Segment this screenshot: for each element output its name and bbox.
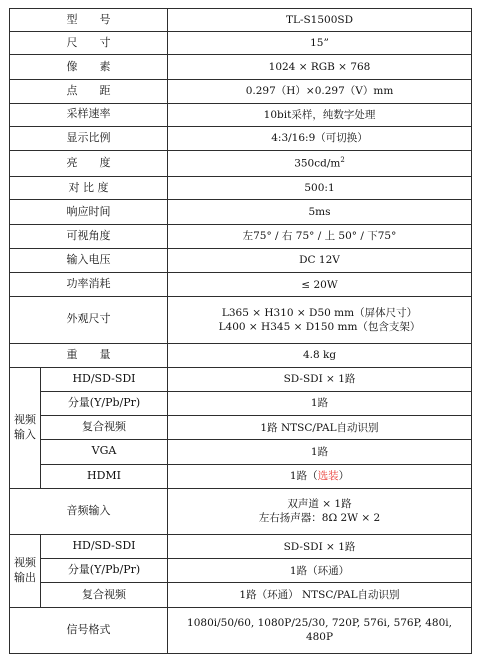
table-row xyxy=(10,607,472,653)
optional-highlight: 选装 xyxy=(317,470,339,482)
dimensions-line: L365 × H310 × D50 mm（屏体尺寸） xyxy=(221,306,418,319)
row-value-model: TL-S1500SD xyxy=(168,9,472,32)
video-input-label: VGA xyxy=(41,440,168,464)
section-video-output: 视频 输出 xyxy=(10,535,41,608)
table-row xyxy=(10,464,472,488)
table-row xyxy=(10,79,472,103)
video-input-value: 1路 NTSC/PAL自动识别 xyxy=(168,416,472,440)
table-row xyxy=(10,103,472,126)
row-value-aspect: 4:3/16:9（可切换） xyxy=(168,126,472,150)
audio-input-label: 音频输入 xyxy=(10,488,168,534)
row-value-voltage: DC 12V xyxy=(168,248,472,272)
video-output-label: HD/SD-SDI xyxy=(41,535,168,559)
row-value-dot-pitch: 0.297（H）×0.297（V）mm xyxy=(168,79,472,103)
video-input-label: HDMI xyxy=(41,464,168,488)
row-label-dot-pitch: 点 距 xyxy=(10,79,168,103)
row-value-weight: 4.8 kg xyxy=(168,343,472,367)
row-label-size: 尺 寸 xyxy=(10,32,168,55)
video-output-value: 1路（环通） xyxy=(168,559,472,583)
row-label-voltage: 输入电压 xyxy=(10,248,168,272)
table-row xyxy=(10,367,472,391)
video-output-label: 复合视频 xyxy=(41,583,168,607)
brightness-sup: 2 xyxy=(340,156,345,165)
table-row xyxy=(10,32,472,55)
video-input-value: 1路 xyxy=(168,391,472,415)
video-output-value: 1路（环通） NTSC/PAL自动识别 xyxy=(168,583,472,607)
table-row xyxy=(10,55,472,79)
table-row xyxy=(10,297,472,343)
table-row xyxy=(10,224,472,248)
row-value-sampling: 10bit采样，纯数字处理 xyxy=(168,103,472,126)
table-row xyxy=(10,583,472,607)
table-row xyxy=(10,177,472,200)
row-label-power: 功率消耗 xyxy=(10,273,168,297)
row-value-response: 5ms xyxy=(168,200,472,224)
video-output-label: 分量(Y/Pb/Pr) xyxy=(41,559,168,583)
row-value-size: 15” xyxy=(168,32,472,55)
row-label-viewing-angle: 可视角度 xyxy=(10,224,168,248)
row-value-power: ≤ 20W xyxy=(168,273,472,297)
video-input-label: HD/SD-SDI xyxy=(41,367,168,391)
video-input-label: 复合视频 xyxy=(41,416,168,440)
video-input-value: 1路 xyxy=(168,440,472,464)
brightness-value: 350cd/m xyxy=(294,157,341,170)
table-row xyxy=(10,200,472,224)
table-row xyxy=(10,273,472,297)
row-label-model: 型 号 xyxy=(10,9,168,32)
dimensions-line: L400 × H345 × D150 mm（包含支架） xyxy=(218,320,421,333)
spec-table xyxy=(9,8,472,654)
table-row xyxy=(10,343,472,367)
table-row xyxy=(10,126,472,150)
row-label-weight: 重 量 xyxy=(10,343,168,367)
video-input-value: SD-SDI × 1路 xyxy=(168,367,472,391)
signal-format-label: 信号格式 xyxy=(10,607,168,653)
table-row xyxy=(10,416,472,440)
row-label-contrast: 对 比 度 xyxy=(10,177,168,200)
table-row xyxy=(10,559,472,583)
row-value-viewing-angle: 左75° / 右 75° / 上 50° / 下75° xyxy=(168,224,472,248)
video-output-value: SD-SDI × 1路 xyxy=(168,535,472,559)
row-label-aspect: 显示比例 xyxy=(10,126,168,150)
audio-input-value: 双声道 × 1路 左右扬声器：8Ω 2W × 2 xyxy=(168,488,472,534)
video-input-value-hdmi: 1路（选装） xyxy=(168,464,472,488)
table-row xyxy=(10,535,472,559)
row-label-response: 响应时间 xyxy=(10,200,168,224)
table-row xyxy=(10,151,472,177)
signal-format-value: 1080i/50/60, 1080P/25/30, 720P, 576i, 576P, 480i, 480P xyxy=(168,607,472,653)
row-label-brightness: 亮 度 xyxy=(10,151,168,177)
row-label-sampling: 采样速率 xyxy=(10,103,168,126)
row-value-brightness xyxy=(168,151,472,177)
row-label-pixels: 像 素 xyxy=(10,55,168,79)
row-value-pixels: 1024 × RGB × 768 xyxy=(168,55,472,79)
video-input-label: 分量(Y/Pb/Pr) xyxy=(41,391,168,415)
table-row xyxy=(10,9,472,32)
table-row xyxy=(10,440,472,464)
table-row xyxy=(10,391,472,415)
row-value-dimensions xyxy=(168,297,472,343)
row-label-dimensions: 外观尺寸 xyxy=(10,297,168,343)
row-value-contrast: 500:1 xyxy=(168,177,472,200)
table-row xyxy=(10,488,472,534)
section-video-input: 视频 输入 xyxy=(10,367,41,488)
table-row xyxy=(10,248,472,272)
